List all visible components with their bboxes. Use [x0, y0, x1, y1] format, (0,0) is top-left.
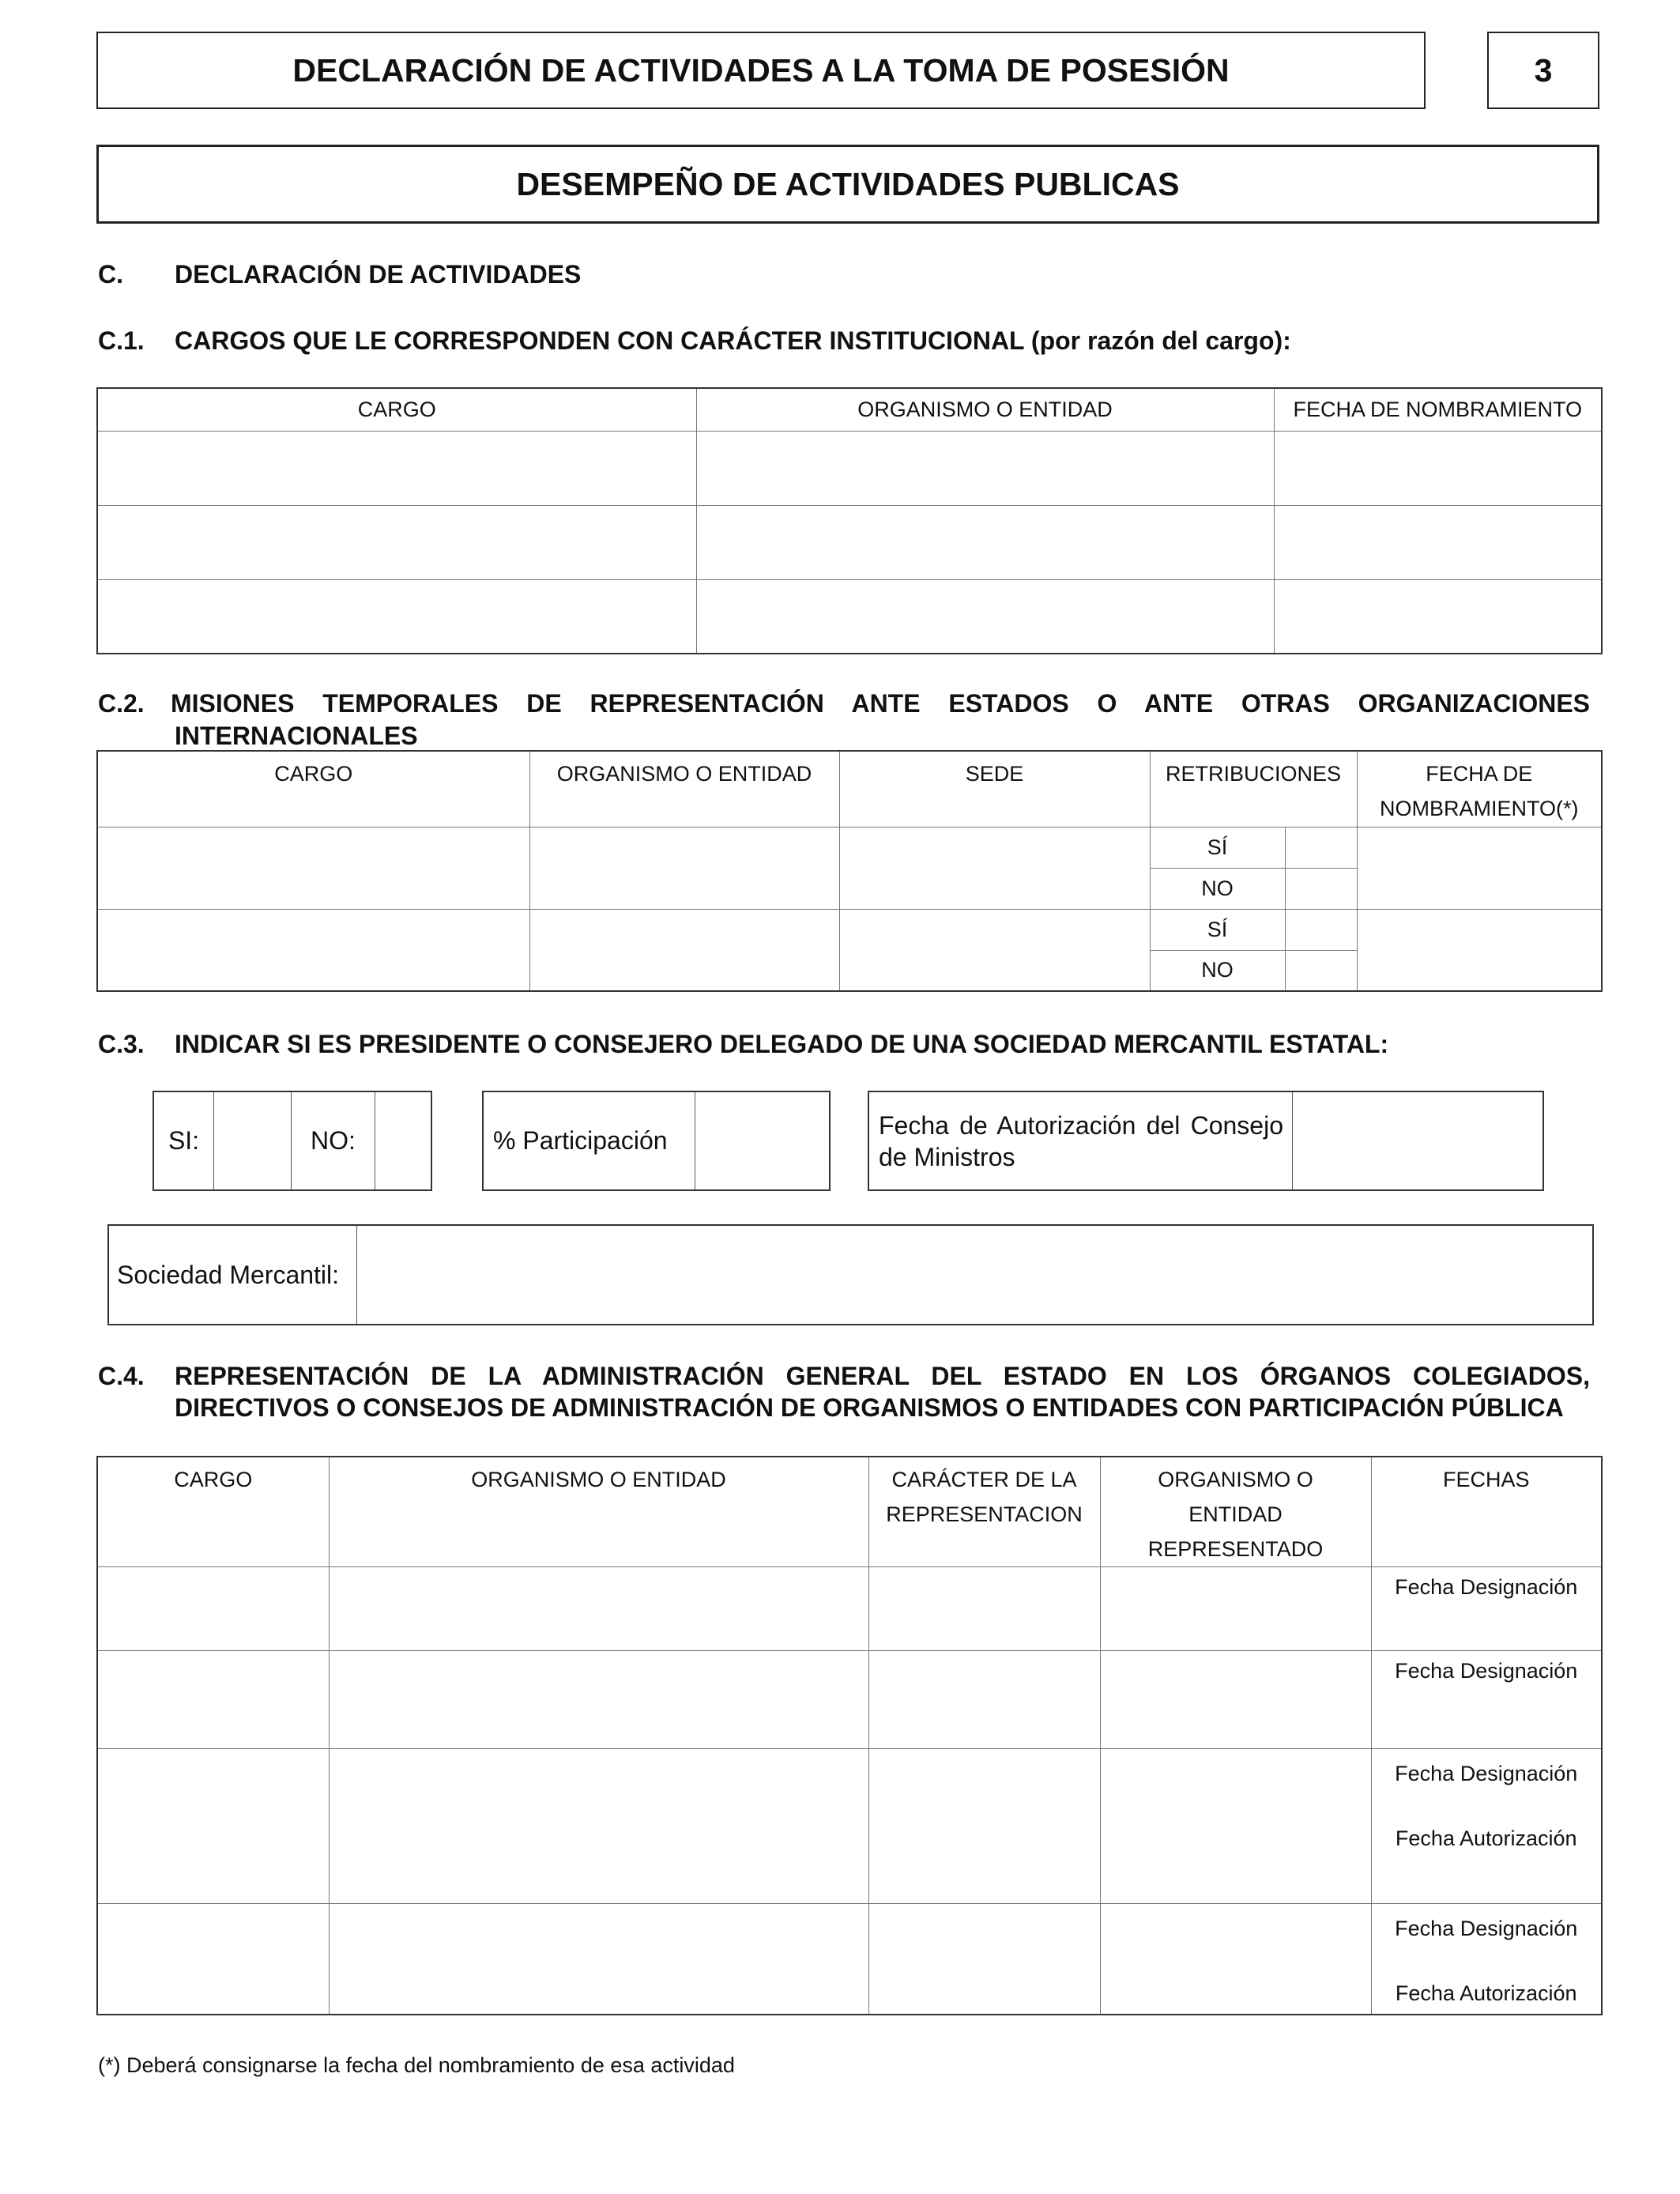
c4-representado-input[interactable] — [1100, 1749, 1371, 1904]
c3-participacion-box — [482, 1091, 831, 1191]
table-row — [97, 505, 1602, 579]
c2-header-cargo: CARGO — [97, 751, 529, 827]
c1-organismo-input[interactable] — [696, 431, 1274, 505]
section-c3-number: C.3. — [98, 1030, 145, 1058]
section-c2-heading-line2: INTERNACIONALES — [175, 722, 418, 750]
c4-organismo-input[interactable] — [329, 1904, 868, 2015]
table-row — [97, 1904, 1602, 2015]
c2-no-checkbox[interactable] — [1285, 868, 1357, 909]
fecha-autorizacion-label: Fecha Autorización — [1395, 1981, 1577, 2005]
c4-header-fechas: FECHAS — [1371, 1457, 1602, 1567]
subtitle-box — [96, 145, 1599, 224]
c4-cargo-input[interactable] — [97, 1749, 329, 1904]
table-row — [97, 1749, 1602, 1904]
c1-cargo-input[interactable] — [97, 431, 696, 505]
c4-organismo-input[interactable] — [329, 1651, 868, 1749]
c3-fecha-autorizacion-label: Fecha de Autorización del Consejo de Ministros — [879, 1092, 1293, 1189]
c3-si-no-box — [153, 1091, 432, 1191]
c2-table — [96, 750, 1603, 992]
footnote: (*) Deberá consignarse la fecha del nombramiento de esa actividad — [98, 2053, 735, 2077]
c4-header-caracter: CARÁCTER DE LA REPRESENTACION — [868, 1457, 1100, 1567]
c4-table — [96, 1456, 1603, 2015]
c3-participacion-label: % Participación — [493, 1092, 695, 1189]
c4-caracter-input[interactable] — [868, 1904, 1100, 2015]
section-c-number: C. — [98, 260, 123, 288]
c4-representado-input[interactable] — [1100, 1567, 1371, 1651]
c4-header-representado: ORGANISMO O ENTIDAD REPRESENTADO — [1100, 1457, 1371, 1567]
c4-caracter-input[interactable] — [868, 1651, 1100, 1749]
c4-organismo-input[interactable] — [329, 1567, 868, 1651]
section-c4-heading-line2: DIRECTIVOS O CONSEJOS DE ADMINISTRACIÓN DE ORGANISMOS O ENTIDADES CON PARTICIPACIÓN PÚBLICA — [175, 1393, 1564, 1422]
c3-sociedad-label: Sociedad Mercantil: — [117, 1226, 357, 1324]
c3-no-label: NO: — [292, 1092, 375, 1189]
document-title-box — [96, 32, 1426, 109]
c1-header-organismo: ORGANISMO O ENTIDAD — [696, 388, 1274, 431]
c3-no-checkbox[interactable] — [375, 1092, 431, 1189]
c4-cargo-input[interactable] — [97, 1904, 329, 2015]
c1-table — [96, 387, 1603, 654]
c3-fecha-autorizacion-input[interactable] — [1294, 1092, 1543, 1189]
c4-header-organismo: ORGANISMO O ENTIDAD — [329, 1457, 868, 1567]
c3-sociedad-input[interactable] — [357, 1226, 1592, 1324]
c1-header-fecha: FECHA DE NOMBRAMIENTO — [1274, 388, 1602, 431]
c2-fecha-input[interactable] — [1357, 827, 1602, 909]
section-c2-heading-line1: MISIONES TEMPORALES DE REPRESENTACIÓN ANTE ESTADOS O ANTE OTRAS ORGANIZACIONES — [171, 689, 1590, 718]
table-row — [97, 827, 1602, 868]
c3-fecha-autorizacion-box — [868, 1091, 1544, 1191]
c2-si-checkbox[interactable] — [1285, 909, 1357, 950]
c4-fechas-cell[interactable] — [1371, 1651, 1602, 1749]
c4-organismo-input[interactable] — [329, 1749, 868, 1904]
c1-header-cargo: CARGO — [97, 388, 696, 431]
document-title: DECLARACIÓN DE ACTIVIDADES A LA TOMA DE POSESIÓN — [292, 51, 1230, 89]
c4-caracter-input[interactable] — [868, 1567, 1100, 1651]
fecha-designacion-label: Fecha Designación — [1395, 1762, 1578, 1785]
section-c3-heading: INDICAR SI ES PRESIDENTE O CONSEJERO DELEGADO DE UNA SOCIEDAD MERCANTIL ESTATAL: — [175, 1030, 1389, 1058]
c2-si-label: SÍ — [1150, 909, 1285, 950]
table-row — [97, 1651, 1602, 1749]
c2-organismo-input[interactable] — [529, 909, 839, 991]
table-row — [97, 431, 1602, 505]
fecha-designacion-label: Fecha Designación — [1395, 1917, 1578, 1940]
page-number-box — [1487, 32, 1599, 109]
document-subtitle: DESEMPEÑO DE ACTIVIDADES PUBLICAS — [516, 165, 1180, 202]
c4-representado-input[interactable] — [1100, 1904, 1371, 2015]
c2-header-organismo: ORGANISMO O ENTIDAD — [529, 751, 839, 827]
c1-organismo-input[interactable] — [696, 505, 1274, 579]
section-c1-number: C.1. — [98, 326, 145, 355]
section-c2-number: C.2. — [98, 689, 145, 718]
page-number: 3 — [1534, 51, 1553, 89]
c1-organismo-input[interactable] — [696, 579, 1274, 654]
c1-cargo-input[interactable] — [97, 579, 696, 654]
c1-fecha-input[interactable] — [1274, 505, 1602, 579]
c2-sede-input[interactable] — [839, 909, 1150, 991]
section-c4-heading-line1: REPRESENTACIÓN DE LA ADMINISTRACIÓN GENERAL DEL ESTADO EN LOS ÓRGANOS COLEGIADOS, — [175, 1362, 1590, 1390]
fecha-designacion-label: Fecha Designación — [1395, 1575, 1578, 1599]
c2-no-label: NO — [1150, 950, 1285, 991]
c2-si-label: SÍ — [1150, 827, 1285, 868]
c4-representado-input[interactable] — [1100, 1651, 1371, 1749]
c4-fechas-cell[interactable] — [1371, 1749, 1602, 1904]
c2-header-retribuciones: RETRIBUCIONES — [1150, 751, 1357, 827]
c2-organismo-input[interactable] — [529, 827, 839, 909]
section-c1-heading: CARGOS QUE LE CORRESPONDEN CON CARÁCTER INSTITUCIONAL (por razón del cargo): — [175, 326, 1291, 355]
table-row — [97, 579, 1602, 654]
c3-sociedad-box — [107, 1224, 1594, 1325]
c4-fechas-cell[interactable] — [1371, 1567, 1602, 1651]
table-row — [97, 909, 1602, 950]
c2-cargo-input[interactable] — [97, 909, 529, 991]
c3-participacion-input[interactable] — [695, 1092, 829, 1189]
table-row — [97, 1567, 1602, 1651]
section-c-heading: DECLARACIÓN DE ACTIVIDADES — [175, 260, 582, 288]
c1-fecha-input[interactable] — [1274, 579, 1602, 654]
c2-header-fecha: FECHA DE NOMBRAMIENTO(*) — [1357, 751, 1602, 827]
c4-fechas-cell[interactable] — [1371, 1904, 1602, 2015]
c2-cargo-input[interactable] — [97, 827, 529, 909]
c4-cargo-input[interactable] — [97, 1651, 329, 1749]
fecha-designacion-label: Fecha Designación — [1395, 1659, 1578, 1683]
c1-cargo-input[interactable] — [97, 505, 696, 579]
c2-no-checkbox[interactable] — [1285, 950, 1357, 991]
fecha-autorizacion-label: Fecha Autorización — [1395, 1826, 1577, 1850]
c3-si-label: SI: — [154, 1092, 214, 1189]
c2-no-label: NO — [1150, 868, 1285, 909]
c2-sede-input[interactable] — [839, 827, 1150, 909]
c3-si-checkbox[interactable] — [214, 1092, 292, 1189]
c4-cargo-input[interactable] — [97, 1567, 329, 1651]
c4-caracter-input[interactable] — [868, 1749, 1100, 1904]
c2-header-sede: SEDE — [839, 751, 1150, 827]
c2-fecha-input[interactable] — [1357, 909, 1602, 991]
c2-si-checkbox[interactable] — [1285, 827, 1357, 868]
c4-header-cargo: CARGO — [97, 1457, 329, 1567]
c1-fecha-input[interactable] — [1274, 431, 1602, 505]
section-c4-number: C.4. — [98, 1362, 145, 1390]
